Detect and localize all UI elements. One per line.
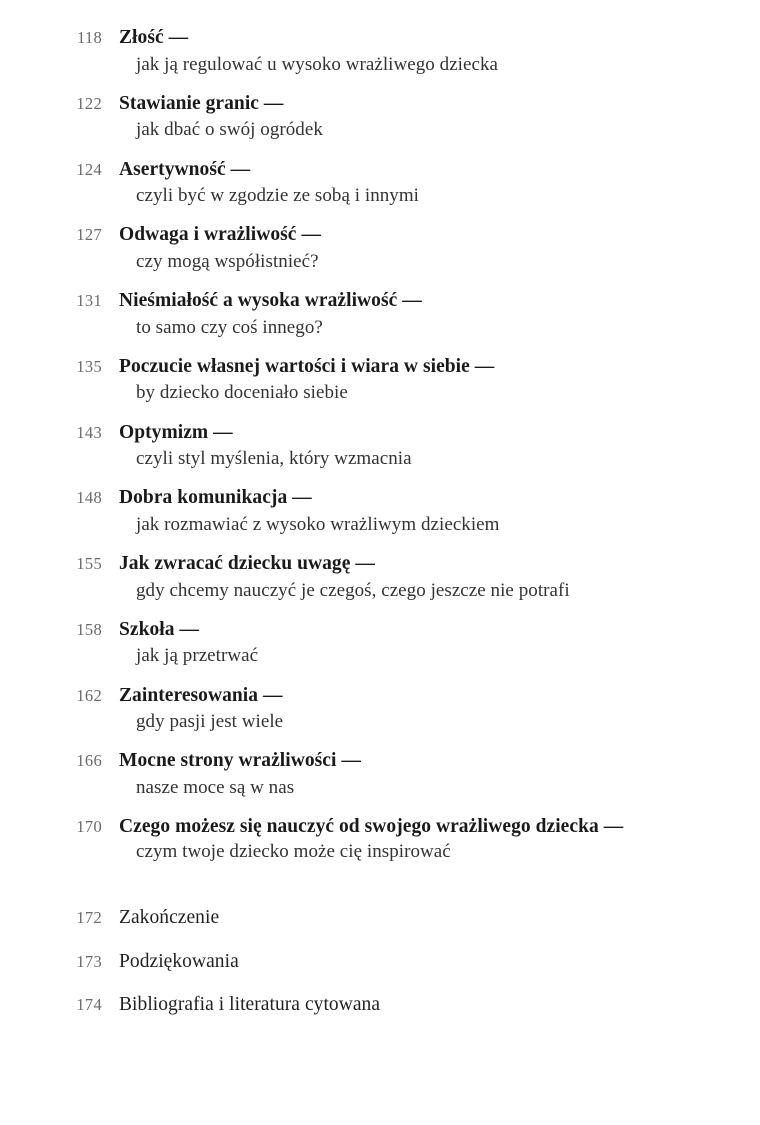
toc-entry-subtitle: jak rozmawiać z wysoko wrażliwym dzieckiem [136,513,500,535]
toc-entry[interactable] [56,950,704,975]
toc-entry-title: Asertywność — [119,158,251,180]
toc-entry-line [56,618,704,643]
toc-page-number: 166 [76,751,102,771]
toc-entry-subtitle: jak dbać o swój ogródek [136,119,323,141]
toc-entry-line [56,223,704,248]
toc-entry-line [56,158,704,183]
toc-page-number: 174 [76,995,102,1015]
toc-tail-list [56,906,704,1018]
toc-entry-subtitle: gdy chcemy nauczyć je czegoś, czego jeszcze nie potrafi [136,579,570,601]
toc-page-number: 158 [76,619,102,639]
toc-entry[interactable] [56,223,704,274]
toc-entry[interactable] [56,486,704,537]
toc-entry-title: Optymizm — [119,421,233,443]
toc-entry-line [56,421,704,446]
toc-entry-title: Jak zwracać dziecku uwagę — [119,553,375,574]
toc-entry[interactable] [56,289,704,340]
toc-entry-title: Nieśmiałość a wysoka wrażliwość — [119,290,422,311]
toc-entry-title: Stawianie granic — [119,92,284,114]
toc-page-number: 172 [76,908,102,928]
toc-page-number: 173 [76,951,102,971]
toc-page-number: 122 [76,93,102,113]
toc-entry-subtitle: czyli styl myślenia, który wzmacnia [136,448,412,470]
toc-entry-line [56,92,704,117]
toc-page-number: 118 [76,28,102,47]
toc-entry[interactable] [56,355,704,406]
toc-entry-title: Zainteresowania — [119,684,283,706]
toc-entry-subtitle: to samo czy coś innego? [136,316,323,338]
toc-page-number: 162 [76,685,102,705]
toc-page-number: 148 [76,488,102,508]
toc-entry-line [56,815,704,840]
toc-entry[interactable] [56,749,704,800]
toc-entry-subtitle: czyli być w zgodzie ze sobą i innymi [136,185,420,207]
toc-entry[interactable] [56,684,704,735]
toc-entry-title: Złość — [119,27,189,48]
toc-entry-title: Zakończenie [119,907,220,929]
toc-page-number: 124 [76,159,102,179]
toc-entry-line [56,486,704,511]
toc-entry-title: Poczucie własnej wartości i wiara w siebie — [119,355,495,377]
toc-entry[interactable] [56,618,704,669]
toc-entry-subtitle: gdy pasji jest wiele [136,711,284,733]
toc-entry-title: Szkoła — [119,618,200,640]
toc-entry[interactable] [56,421,704,472]
toc-entry-title: Mocne strony wrażliwości — [119,750,361,772]
toc-entry-subtitle: czym twoje dziecko może cię inspirować [136,840,451,862]
toc-entry-subtitle: by dziecko doceniało siebie [136,382,348,404]
toc-entry-line [56,552,704,577]
toc-entry-line [56,749,704,774]
toc-entry-title: Podziękowania [119,950,239,972]
toc-entry[interactable] [56,92,704,143]
toc-entry-subtitle: czy mogą współistnieć? [136,250,319,272]
toc-page-number: 143 [76,422,102,442]
toc-entry-subtitle: jak ją regulować u wysoko wrażliwego dziecka [136,53,499,75]
toc-entry-list [56,26,704,864]
toc-entry-title: Odwaga i wrażliwość — [119,224,321,246]
toc-entry-line [56,906,704,931]
toc-entry-line [56,684,704,709]
toc-page-number: 131 [76,291,102,310]
toc-entry[interactable] [56,158,704,209]
toc-entry-line [56,26,704,51]
toc-page-number: 127 [76,225,102,245]
toc-entry[interactable] [56,815,704,864]
toc-entry[interactable] [56,552,704,603]
toc-entry[interactable] [56,906,704,931]
toc-entry[interactable] [56,26,704,77]
toc-entry-line [56,950,704,975]
toc-page-number: 170 [76,817,102,836]
toc-entry[interactable] [56,993,704,1018]
toc-entry-line [56,289,704,314]
toc-page-number: 135 [76,356,102,376]
toc-entry-title: Bibliografia i literatura cytowana [119,994,381,1016]
toc-entry-line [56,993,704,1018]
toc-entry-subtitle: nasze moce są w nas [136,776,295,798]
toc-entry-subtitle: jak ją przetrwać [136,645,259,667]
toc-entry-title: Czego możesz się nauczyć od swojego wrażliwego dziecka — [119,816,624,837]
toc-entry-line [56,355,704,380]
toc-entry-title: Dobra komunikacja — [119,487,312,509]
toc-page-number: 155 [76,554,102,573]
